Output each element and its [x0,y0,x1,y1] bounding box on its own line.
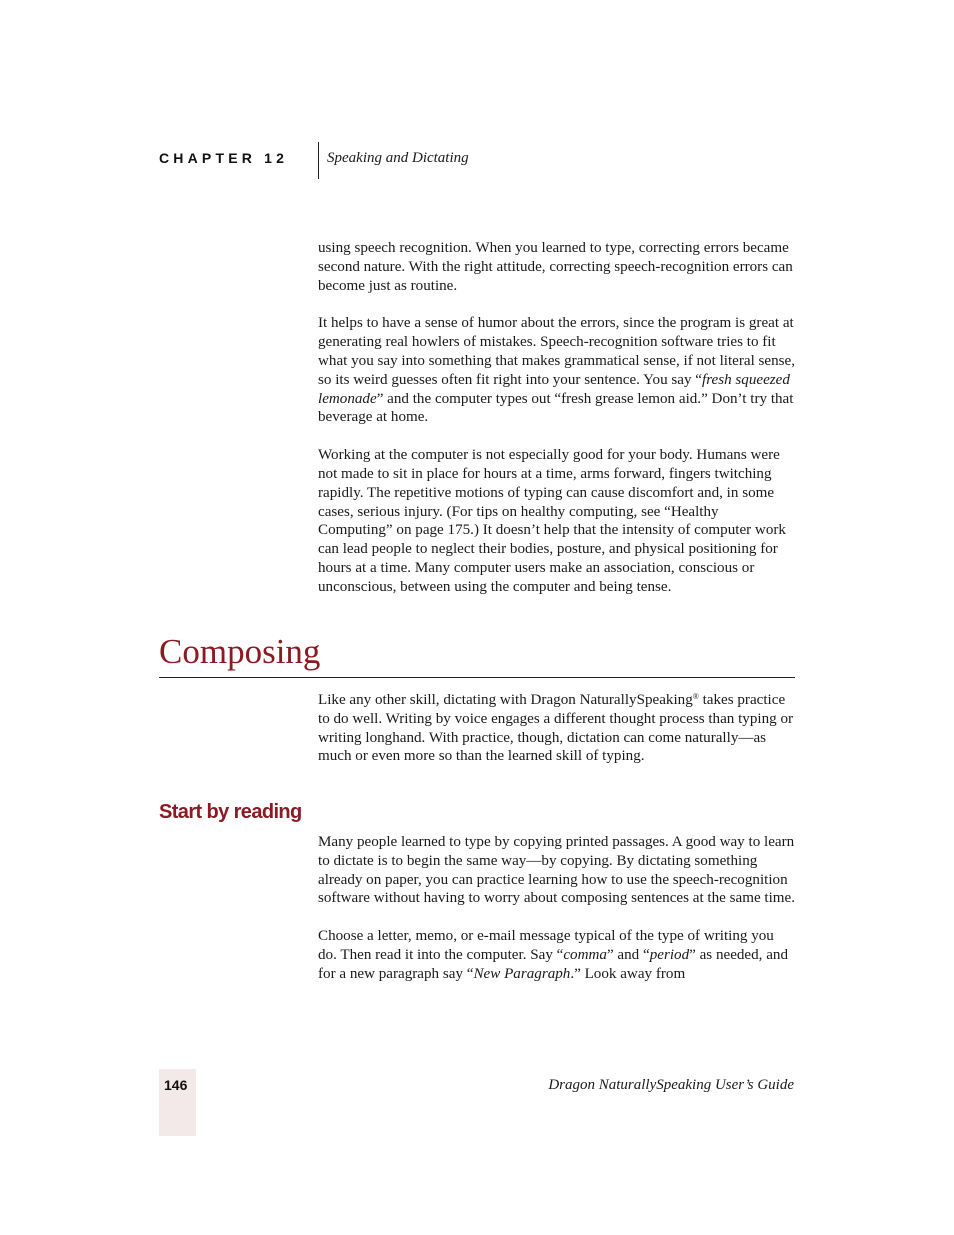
intro-paragraph-3: Working at the computer is not especially good for your body. Humans were not made to sit in place for hours at a time, arms forward, fingers twitching rapidly. The repetitive motions of typing can cause discomfort and, in some cases, serious injury. (For tips on healthy computing, see “Healthy Computing” on page 175.) It doesn’t help that the intensity of computer work can lead people to neglect their bodies, posture, and physical positioning for hours at a time. Many computer users make an association, conscious or unconscious, between using the computer and being tense. [318,447,786,595]
composing-p1-text-before: Like any other skill, dictating with Dragon NaturallySpeaking [318,692,693,708]
intro-p2-text-before: It helps to have a sense of humor about the errors, since the program is great at generating real howlers of mistakes. Speech-recognition software tries to fit what you say into something that makes grammatical sense, if not literal sense, so its weird guesses often fit right into your sentence. You say “ [318,315,796,388]
composing-paragraph-1 [318,691,796,766]
page-number: 146 [164,1077,188,1093]
start-paragraph-1: Many people learned to type by copying printed passages. A good way to learn to dictate is to begin the same way—by copying. By dictating something already on paper, you can practice learning how to use the speech-recognition software without having to worry about composing sentences at the same time. [318,834,796,907]
start-p2-g: .” Look away from [570,965,686,982]
intro-p2-text-after: ” and the computer types out “fresh grease lemon aid.” Don’t try that beverage at home. [318,390,794,426]
start-paragraph-2 [318,927,796,983]
subsection-heading-start-by-reading: Start by reading [159,801,302,823]
section-heading-composing: Composing [159,632,321,671]
start-p2-a: Choose a letter, memo, or e-mail message typical of the type of writing you do. Then read it into the computer. Say “ [318,928,774,963]
chapter-title: Speaking and Dictating [327,150,469,166]
footer-guide-title: Dragon NaturallySpeaking User’s Guide [548,1077,794,1093]
section-rule [159,677,795,678]
start-p2-new-paragraph: New Paragraph [473,965,571,982]
start-by-reading-text [318,833,796,984]
header-divider [318,142,319,179]
intro-paragraph-1: using speech recognition. When you learned to type, correcting errors became second nature. With the right attitude, correcting speech-recognition errors can become just as routine. [318,240,793,294]
registered-mark: ® [692,692,699,701]
start-p2-c: ” and “ [606,946,650,963]
start-p2-period: period [649,946,690,963]
start-p2-e: ” as needed, and for a new paragraph say “ [318,946,789,982]
composing-p1-text-after: takes practice to do well. Writing by voice engages a different thought process than typing or writing longhand. With practice, though, dictation can come naturally—as much or even more so than the learned skill of typing. [318,692,794,765]
intro-paragraph-2 [318,314,796,427]
intro-p2-italic: fresh squeezed lemonade [318,371,790,407]
chapter-label: CHAPTER 12 [159,150,289,166]
composing-text [318,691,796,766]
intro-text [318,239,796,597]
start-p2-comma: comma [563,946,607,963]
